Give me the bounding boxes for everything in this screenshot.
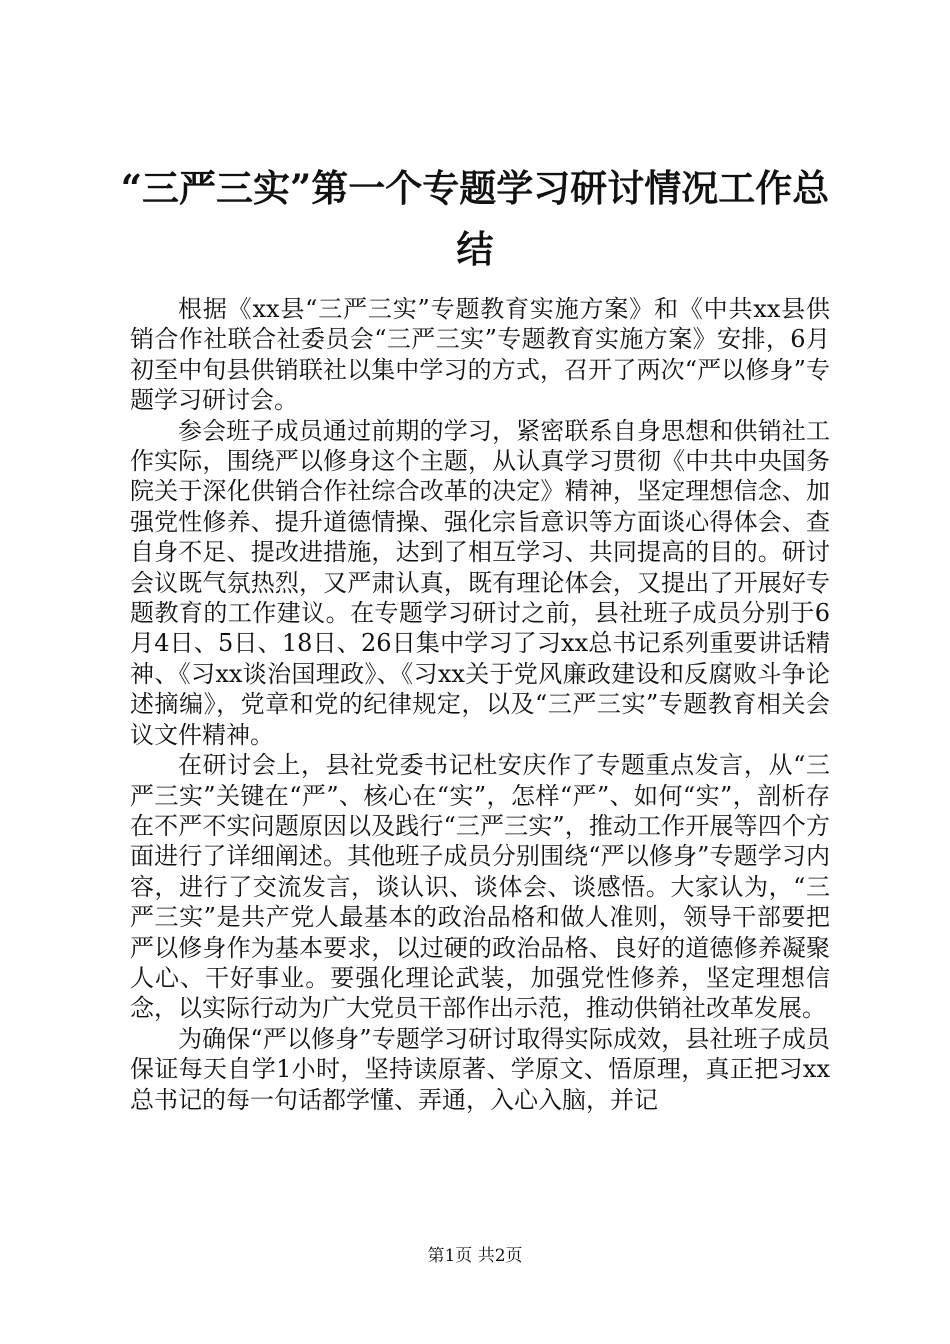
page-footer: 第1页 共2页 [427, 1246, 523, 1266]
paragraph-2: 参会班子成员通过前期的学习，紧密联系自身思想和供销社工作实际，围绕严以修身这个主题，从认真学习贯彻《中共中央国务院关于深化供销合作社综合改革的决定》精神，坚定理想信念、加强党性修养、提升道德情操、强化宗旨意识等方面谈心得体会、查自身不足、提改进措施，达到了相互学习、共同提高的目的。研讨会议既气氛热烈，又严肃认真，既有理论体会，又提出了开展好专题教育的工作建议。在专题学习研讨之前，县社班子成员分别于6月4日、5日、18日、26日集中学习了习xx总书记系列重要讲话精神、《习xx谈治国理政》、《习xx关于党风廉政建设和反腐败斗争论述摘编》，党章和党的纪律规定，以及“三严三实”专题教育相关会议文件精神。 [130, 416, 830, 749]
paragraph-1: 根据《xx县“三严三实”专题教育实施方案》和《中共xx县供销合作社联合社委员会“三严三实”专题教育实施方案》安排，6月初至中旬县供销联社以集中学习的方式，召开了两次“严以修身”专题学习研讨会。 [130, 295, 830, 415]
paragraph-3: 在研讨会上，县社党委书记杜安庆作了专题重点发言，从“三严三实”关键在“严”、核心在“实”，怎样“严”、如何“实”，剖析存在不严不实问题原因以及践行“三严三实”，推动工作开展等四个方面进行了详细阐述。其他班子成员分别围绕“严以修身”专题学习内容，进行了交流发言，谈认识、谈体会、谈感悟。大家认为，“三严三实”是共产党人最基本的政治品格和做人准则，领导干部要把严以修身作为基本要求，以过硬的政治品格、良好的道德修养凝聚人心、干好事业。要强化理论武装，加强党性修养，坚定理想信念，以实际行动为广大党员干部作出示范，推动供销社改革发展。 [130, 751, 830, 1023]
document-body [130, 294, 830, 1115]
paragraph-4: 为确保“严以修身”专题学习研讨取得实际成效，县社班子成员保证每天自学1小时，坚持读原著、学原文、悟原理，真正把习xx总书记的每一句话都学懂、弄通，入心入脑，并记 [130, 1024, 830, 1114]
document-title: “三严三实”第一个专题学习研讨情况工作总结 [120, 166, 830, 271]
